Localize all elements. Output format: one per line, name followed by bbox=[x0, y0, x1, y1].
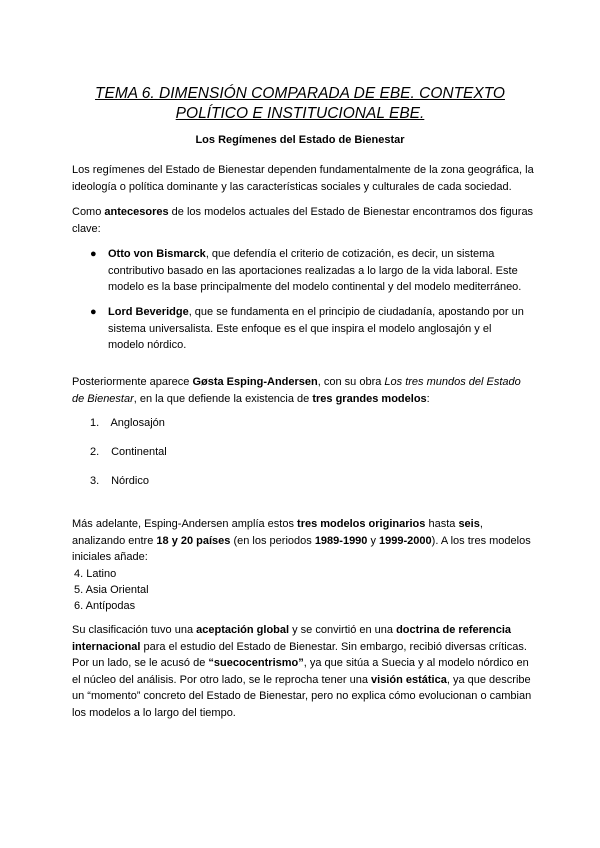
esping-text-mid: , con su obra bbox=[317, 376, 385, 388]
bullet-item-bismarck bbox=[108, 246, 528, 296]
ampliacion-bold: 1999-2000 bbox=[379, 534, 432, 547]
model-label: Anglosajón bbox=[110, 417, 165, 429]
bullet-text: , que defendía el criterio de cotización, es decir, un sistema contributivo basado en las aportaciones realizadas a lo largo de la vida laboral. Este modelo es la base principalmente del modelo continental y del modelo mediterráneo. bbox=[108, 248, 522, 293]
clasificacion-bold: doctrina de referencia internacional bbox=[72, 624, 512, 653]
ampliacion-text: , analizando entre bbox=[72, 518, 483, 547]
model-number: 1. bbox=[90, 417, 100, 429]
antecesores-paragraph bbox=[72, 204, 534, 237]
model-label: Continental bbox=[111, 446, 167, 458]
model-list-item bbox=[90, 415, 390, 432]
bullet-icon: ● bbox=[90, 248, 97, 260]
clasificacion-bold: visión estática bbox=[371, 673, 447, 686]
clasificacion-text: Su clasificación tuvo una bbox=[72, 624, 197, 636]
ampliacion-text: hasta bbox=[425, 518, 459, 530]
bullet-name: Otto von Bismarck bbox=[108, 248, 206, 260]
clasificacion-paragraph bbox=[72, 622, 534, 721]
title-line-2: POLÍTICO E INSTITUCIONAL EBE. bbox=[175, 105, 425, 122]
model-number: 3. bbox=[90, 475, 100, 487]
model-number: 2. bbox=[90, 446, 100, 458]
section-subtitle: Los Regímenes del Estado de Bienestar bbox=[195, 134, 405, 146]
ampliacion-bold: seis bbox=[458, 518, 480, 530]
esping-paragraph bbox=[72, 374, 534, 407]
model-label: Nórdico bbox=[111, 475, 149, 487]
ampliacion-text: y bbox=[367, 534, 380, 547]
model-list-item bbox=[90, 473, 390, 490]
bullet-name: Lord Beveridge bbox=[108, 306, 189, 318]
extra-model-item: 4. Latino bbox=[74, 568, 117, 580]
clasificacion-bold: aceptación global bbox=[196, 624, 290, 636]
extra-model-item: 6. Antípodas bbox=[74, 600, 136, 612]
ampliacion-paragraph bbox=[72, 516, 534, 566]
document-title bbox=[60, 84, 540, 124]
intro-paragraph: Los regímenes del Estado de Bienestar dependen fundamentalmente de la zona geográfica, la ideología o política dominante y las características sociales y culturales de cada sociedad. bbox=[72, 164, 534, 193]
esping-text-mid2: , en la que defiende la existencia de bbox=[133, 392, 313, 405]
extra-model-item: 5. Asia Oriental bbox=[74, 584, 149, 596]
ampliacion-bold: 1989-1990 bbox=[314, 534, 368, 547]
clasificacion-text: y se convirtió en una bbox=[289, 624, 397, 636]
ampliacion-text: (en los periodos bbox=[230, 534, 315, 547]
ampliacion-bold: 18 y 20 países bbox=[156, 534, 231, 547]
bullet-text: , que se fundamenta en el principio de ciudadanía, apostando por un sistema universalista. Este enfoque es el que inspira el modelo anglosajón y el modelo nórdico. bbox=[108, 306, 524, 351]
bullet-icon: ● bbox=[90, 306, 97, 318]
esping-bold-end: tres grandes modelos bbox=[312, 392, 427, 405]
title-line-1: TEMA 6. DIMENSIÓN COMPARADA DE EBE. CONTEXTO bbox=[95, 85, 505, 102]
antecesores-bold: antecesores bbox=[104, 206, 169, 218]
esping-work-title: Los tres mundos del Estado de Bienestar bbox=[72, 376, 521, 405]
clasificacion-text: , ya que describe un “momento” concreto del Estado de Bienestar, pero no explica cómo evolucionan o cambian los modelos a lo largo del tiempo. bbox=[72, 673, 532, 719]
ampliacion-bold: tres modelos originarios bbox=[297, 518, 426, 530]
clasificacion-text: , ya que sitúa a Suecia y al modelo nórdico en el núcleo del análisis. Por otro lado, se le reprocha tener una bbox=[72, 657, 529, 686]
bullet-item-beveridge bbox=[108, 304, 528, 354]
model-list-item bbox=[90, 444, 390, 461]
ampliacion-text: ). A los tres modelos iniciales añade: bbox=[72, 534, 531, 563]
clasificacion-text: para el estudio del Estado de Bienestar. Sin embargo, recibió diversas críticas. Por un lado, se le acusó de bbox=[72, 640, 527, 669]
antecesores-text-pre: Como bbox=[72, 206, 105, 218]
esping-text-post: : bbox=[426, 392, 430, 405]
esping-name: Gøsta Esping-Andersen bbox=[192, 376, 318, 388]
clasificacion-bold: “suecocentrismo” bbox=[208, 657, 304, 669]
esping-text-pre: Posteriormente aparece bbox=[72, 376, 193, 388]
antecesores-text-post: de los modelos actuales del Estado de Bienestar encontramos dos figuras clave: bbox=[72, 206, 534, 235]
ampliacion-text: Más adelante, Esping-Andersen amplía estos bbox=[72, 518, 298, 530]
